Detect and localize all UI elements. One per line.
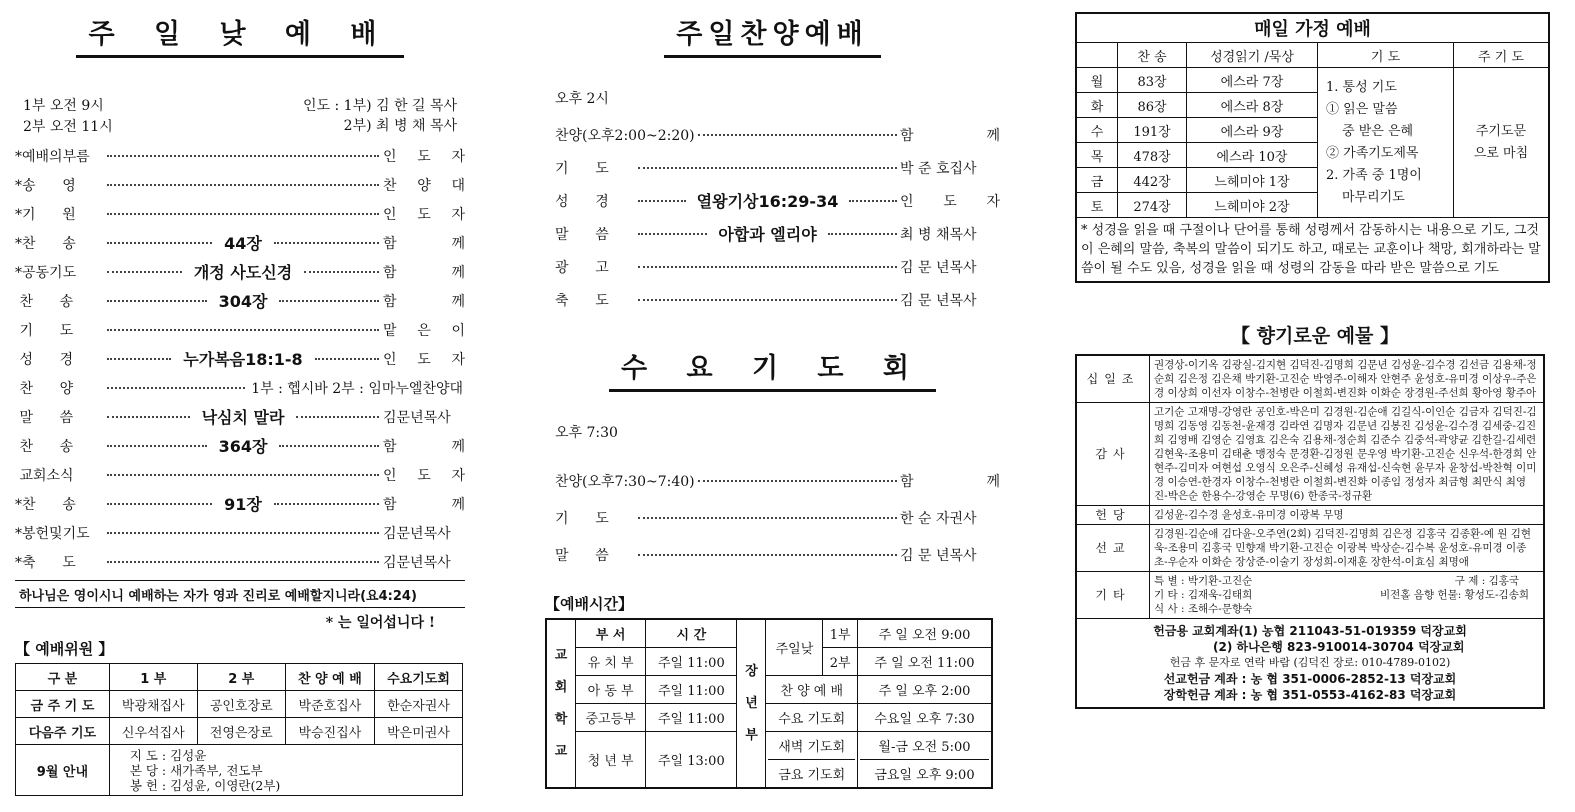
order-item-content: 91장 (224, 495, 262, 514)
offering-other-line (1154, 602, 1539, 616)
wednesday-order-label: 말 씀 (555, 547, 609, 564)
schedule-cell-stack (857, 732, 992, 789)
prayer-line: 마무리기도 (1342, 189, 1405, 205)
daily-header (1076, 43, 1118, 68)
dot-leader (638, 554, 897, 556)
scripture-verse: 하나님은 영이시니 예배하는 자가 영과 진리로 예배할지니라(요4:24) (15, 580, 465, 608)
committee-cell: 한순자권사 (375, 691, 463, 718)
lords-prayer-cell (1454, 68, 1550, 218)
praise-order-leader: 김 문 년목사 (900, 292, 977, 309)
praise-order-leader: 박 준 호집사 (900, 160, 977, 177)
schedule-row (546, 619, 992, 648)
sunday-service-column (15, 0, 465, 796)
dot-leader (107, 358, 171, 360)
committee-row-label: 금 주 기 도 (16, 691, 110, 718)
dot-leader (279, 445, 379, 447)
praise-order-leader: 함 께 (900, 127, 1000, 144)
schedule-cell: 중고등부 (576, 704, 646, 732)
dot-leader (107, 213, 379, 215)
daily-worship-note: * 성경을 읽을 때 구절이나 단어를 통해 성령께서 감동하시는 내용으로 기도, 그것이 은혜의 말씀, 축복의 말씀이 되기도 하고, 때로는 교훈이나 책망, 회개하라는 말씀이 될 수도 있음, 성경을 읽을 때 성령의 감동을 따라 받은 말씀으로 기도 (1076, 218, 1549, 283)
wednesday-order-item (555, 499, 1000, 536)
offering-row (1076, 525, 1544, 572)
order-item (15, 402, 465, 431)
schedule-cell: 아 동 부 (576, 676, 646, 704)
daily-worship-table (1075, 12, 1550, 283)
daily-hymn: 83장 (1118, 68, 1187, 93)
sunday-service-title (15, 12, 465, 58)
leader-1: 인도 : 1부) 김 한 길 목사 (303, 98, 457, 114)
schedule-cell: 수요 기도회 (766, 704, 857, 732)
daily-header: 찬 송 (1118, 43, 1187, 68)
prayer-line: 1. 통성 기도 (1326, 79, 1397, 95)
daily-day: 화 (1076, 93, 1118, 118)
daily-worship-column (1075, 0, 1555, 709)
daily-reading: 느헤미야 2장 (1187, 193, 1318, 218)
service-time-2: 2부 오전 11시 (23, 119, 113, 135)
praise-order-of-service (545, 118, 1000, 316)
order-item-leader: 김문년목사 (383, 525, 451, 542)
service-leaders (303, 96, 457, 136)
daily-day: 금 (1076, 168, 1118, 193)
order-item-leader: 인 도 자 (383, 148, 465, 165)
offerings-title: 【 향기로운 예물 】 (1231, 325, 1399, 347)
sunday-service-title-text: 주 일 낮 예 배 (76, 12, 403, 58)
praise-order-leader: 최 병 채목사 (900, 226, 977, 243)
schedule-header: 부 서 (576, 619, 646, 648)
dot-leader (107, 387, 245, 389)
committee-cell: 박은미권사 (375, 718, 463, 745)
order-item-label: *공동기도 (15, 264, 77, 281)
order-item-label: *찬 송 (15, 496, 76, 513)
lords-prayer-line: 주기도문 (1475, 123, 1527, 139)
dot-leader (698, 134, 897, 136)
offering-row (1076, 355, 1544, 403)
order-item-leader: 맡 은 이 (383, 322, 465, 339)
daily-hymn: 191장 (1118, 118, 1187, 143)
order-item-content: 누가복음18:1-8 (183, 350, 303, 369)
daily-hymn: 442장 (1118, 168, 1187, 193)
order-item-label: *예배의부름 (15, 148, 90, 165)
lords-prayer-line: 으로 마침 (1473, 145, 1529, 161)
schedule-cell: 청 년 부 (576, 732, 646, 789)
daily-day: 월 (1076, 68, 1118, 93)
dot-leader (107, 242, 212, 244)
daily-hymn: 274장 (1118, 193, 1187, 218)
schedule-cell: 금요 기도회 (778, 768, 846, 783)
order-item (15, 286, 465, 315)
committee-header: 구 분 (16, 664, 110, 691)
praise-order-content: 열왕기상16:29-34 (696, 192, 839, 211)
wednesday-order-leader: 김 문 년목사 (900, 547, 977, 564)
bank-account-line: (2) 하나은행 823-910014-30704 덕장교회 (1213, 640, 1465, 654)
service-times (15, 96, 465, 141)
schedule-table (545, 618, 993, 789)
offering-other-item: 비전홀 음향 헌물: 황성도-김송희 (1380, 589, 1529, 601)
committee-cell: 신우석집사 (109, 718, 197, 745)
offering-category: 십일조 (1076, 355, 1150, 403)
daily-title-row (1076, 13, 1549, 43)
church-school-label (546, 619, 576, 788)
praise-order-label: 기 도 (555, 160, 609, 177)
order-item-content: 364장 (218, 437, 268, 456)
daily-reading: 느헤미야 1장 (1187, 168, 1318, 193)
service-time-1: 1부 오전 9시 (23, 98, 104, 114)
praise-order-item (555, 217, 1000, 250)
daily-header: 주 기 도 (1454, 43, 1550, 68)
daily-header-row (1076, 43, 1549, 68)
schedule-cell: 주일 13:00 (646, 732, 737, 789)
order-item-label: *찬 송 (15, 235, 76, 252)
daily-hymn: 86장 (1118, 93, 1187, 118)
committee-cell: 공인호장로 (197, 691, 285, 718)
schedule-row (546, 676, 992, 704)
praise-order-leader: 김 문 년목사 (900, 259, 977, 276)
september-info-line: 봉 헌 : 김성윤, 이영란(2부) (129, 777, 281, 793)
order-item-leader: 함 께 (383, 438, 466, 455)
daily-reading: 에스라 8장 (1187, 93, 1318, 118)
order-item (15, 199, 465, 228)
offering-other-names (1150, 572, 1545, 619)
schedule-cell: 2부 (823, 648, 858, 676)
adult-dept-char: 년 (745, 695, 758, 711)
committee-header: 1 부 (109, 664, 197, 691)
committee-cell: 박광채집사 (109, 691, 197, 718)
order-item-content: 304장 (218, 292, 268, 311)
daily-note-row (1076, 218, 1549, 283)
order-item (15, 489, 465, 518)
prayer-line: 중 받은 은혜 (1342, 123, 1414, 139)
praise-service-time: 오후 2시 (555, 91, 609, 107)
order-item (15, 257, 465, 286)
dot-leader (638, 167, 897, 169)
order-item-label: 말 씀 (15, 409, 74, 426)
schedule-cell: 1부 (823, 619, 858, 648)
wednesday-prayer-title-text: 수 요 기 도 회 (609, 346, 936, 392)
schedule-cell: 주 일 오전 11:00 (857, 648, 992, 676)
adult-dept-label (737, 619, 766, 788)
daily-worship-title: 매일 가정 예배 (1076, 13, 1549, 43)
wednesday-order-item (555, 536, 1000, 573)
bank-accounts-row (1076, 619, 1544, 709)
praise-order-label: 광 고 (555, 259, 609, 276)
bank-account-line: 헌금용 교회계좌(1) 농협 211043-51-019359 덕장교회 (1153, 624, 1467, 638)
church-school-char: 교 (554, 647, 568, 663)
committee-title: 【 예배위원 】 (15, 640, 114, 658)
schedule-cell: 주 일 오후 2:00 (857, 676, 992, 704)
order-item (15, 170, 465, 199)
dot-leader (638, 266, 897, 268)
dot-leader (274, 503, 379, 505)
order-item-label: *축 도 (15, 554, 76, 571)
dot-leader (638, 233, 707, 235)
order-item-label: 기 도 (15, 322, 74, 339)
committee-cell: 박승진집사 (285, 718, 374, 745)
dot-leader (107, 503, 212, 505)
church-school-char: 회 (554, 679, 568, 695)
dot-leader (315, 358, 379, 360)
september-info-line: 지 도 : 김성윤 (129, 747, 207, 763)
order-item (15, 315, 465, 344)
order-item (15, 431, 465, 460)
offering-row (1076, 506, 1544, 525)
offering-other-line (1154, 588, 1539, 602)
sunday-order-of-service (15, 141, 465, 576)
praise-service-title (545, 12, 1000, 58)
daily-day: 수 (1076, 118, 1118, 143)
order-item-label: *송 영 (15, 177, 76, 194)
order-item-leader: 인 도 자 (383, 206, 465, 223)
church-school-char: 학 (554, 711, 568, 727)
schedule-cell: 찬 양 예 배 (766, 676, 857, 704)
stand-note: * 는 일어섭니다 ! (325, 615, 435, 631)
praise-and-wednesday-column (545, 0, 1000, 789)
dot-leader (274, 242, 379, 244)
order-item (15, 373, 465, 402)
order-item-label: 찬 송 (15, 438, 74, 455)
order-item-label: 찬 양 (15, 380, 74, 397)
schedule-row (546, 732, 992, 789)
order-item-leader: 인 도 자 (383, 467, 465, 484)
adult-dept-char: 장 (745, 663, 758, 679)
schedule-cell: 주 일 오전 9:00 (857, 619, 992, 648)
order-item-label: *기 원 (15, 206, 76, 223)
offering-other-item: 기 타 : 김재욱-김태희 (1154, 589, 1253, 601)
wednesday-order-leader: 함 께 (900, 473, 1000, 490)
prayer-line: ① 읽은 말씀 (1326, 101, 1398, 117)
committee-header-row (16, 664, 463, 691)
offering-other-item: 구 제 : 김홍국 (1454, 575, 1519, 587)
praise-order-label: 성 경 (555, 193, 609, 210)
dot-leader (107, 532, 379, 534)
order-item-label: *봉헌및기도 (15, 525, 90, 542)
dot-leader (107, 474, 379, 476)
schedule-cell-stack (766, 732, 857, 789)
wednesday-order-label: 찬양(오후7:30~7:40) (555, 473, 695, 490)
daily-reading: 에스라 10장 (1187, 143, 1318, 168)
schedule-cell: 새벽 기도회 (768, 732, 854, 760)
order-item-leader: 함 께 (383, 293, 466, 310)
dot-leader (698, 480, 897, 482)
prayer-line: 2. 가족 중 1명이 (1326, 167, 1422, 183)
praise-order-label: 찬양(오후2:00~2:20) (555, 127, 695, 144)
order-item-content: 44장 (224, 234, 262, 253)
dot-leader (304, 271, 379, 273)
dot-leader (107, 271, 182, 273)
daily-header: 기 도 (1318, 43, 1454, 68)
daily-day: 목 (1076, 143, 1118, 168)
prayer-line: ② 가족기도제목 (1326, 145, 1419, 161)
praise-order-label: 말 씀 (555, 226, 609, 243)
order-item (15, 344, 465, 373)
daily-row (1076, 68, 1549, 93)
schedule-cell: 금요일 오후 9:00 (874, 768, 975, 783)
praise-order-label: 축 도 (555, 292, 609, 309)
order-item-leader: 김문년목사 (383, 409, 451, 426)
offering-names: 고기순 고재명-강영란 공인호-박은미 김경원-김순애 김길식-이인순 김금자 김덕진-김명희 김동영 김동천-윤재경 김라연 김명자 김문년 김봉진 김성윤-김수경 김세중-김진희 김영배 김영순 김영효 김은숙 김용채-정순희 김준수 김중석-곽양균 김한길-김세련 김현욱-조용미 김태춘 맹정숙 문경환-김정원 문우영 박기환-고진순 신우석-한경희 안현주-김미자 여현섭 오영식 오은주-신혜성 유재섭-신숙현 윤무자 윤창섭-박찬혁 이미경 이승연-한경자 이창수-천병란 이철희-변진화 이종임 정성자 최금형 최만식 최영진-박은순 한용수-강영순 무명(6) 한종국-정규환 (1150, 403, 1545, 506)
wednesday-order-label: 기 도 (555, 510, 609, 527)
order-item-content: 낙심치 말라 (201, 408, 285, 427)
adult-dept-char: 부 (745, 727, 758, 743)
offering-other-item: 식 사 : 조해수-문향숙 (1154, 603, 1253, 615)
sunday-day-label: 주일낮 (766, 619, 823, 676)
order-item-leader: 함 께 (383, 235, 466, 252)
dot-leader (107, 300, 207, 302)
committee-header: 2 부 (197, 664, 285, 691)
dot-leader (828, 233, 897, 235)
order-item (15, 460, 465, 489)
daily-header: 성경읽기 /묵상 (1187, 43, 1318, 68)
offering-other-line (1154, 574, 1539, 588)
schedule-row (546, 704, 992, 732)
schedule-header: 시 간 (646, 619, 737, 648)
schedule-cell: 주일 11:00 (646, 648, 737, 676)
daily-prayer-guide (1318, 68, 1454, 218)
schedule-cell: 주일 11:00 (646, 704, 737, 732)
daily-hymn: 478장 (1118, 143, 1187, 168)
leader-2: 2부) 최 병 채 목사 (343, 118, 457, 134)
offering-category: 선교 (1076, 525, 1150, 572)
committee-row (16, 718, 463, 745)
order-item (15, 228, 465, 257)
schedule-title: 【예배시간】 (545, 595, 633, 613)
committee-header: 수요기도회 (375, 664, 463, 691)
offering-category: 헌당 (1076, 506, 1150, 525)
wednesday-order-item (555, 462, 1000, 499)
schedule-cell: 월-금 오전 5:00 (860, 732, 989, 760)
dot-leader (638, 200, 686, 202)
bank-contact-line: 헌금 후 문자로 연락 바람 (김덕진 장로: 010-4789-0102) (1169, 656, 1451, 669)
dot-leader (638, 517, 897, 519)
order-item (15, 547, 465, 576)
dot-leader (638, 299, 897, 301)
order-item-leader: 인 도 자 (383, 351, 465, 368)
order-item (15, 518, 465, 547)
praise-order-item (555, 151, 1000, 184)
committee-row (16, 691, 463, 718)
dot-leader (107, 329, 379, 331)
praise-order-item (555, 250, 1000, 283)
daily-reading: 에스라 9장 (1187, 118, 1318, 143)
offering-names: 김성윤-김수경 윤성호-유미경 이광복 무명 (1150, 506, 1545, 525)
schedule-cell: 유 치 부 (576, 648, 646, 676)
praise-order-item (555, 283, 1000, 316)
order-item-leader: 함 께 (383, 496, 466, 513)
service-time-list (23, 96, 113, 138)
dot-leader (107, 561, 379, 563)
dot-leader (107, 184, 379, 186)
dot-leader (107, 416, 190, 418)
wednesday-order-leader: 한 순 자권사 (900, 510, 977, 527)
schedule-cell: 수요일 오후 7:30 (857, 704, 992, 732)
committee-cell: 전영은장로 (197, 718, 285, 745)
praise-order-item (555, 184, 1000, 217)
order-item-label: 찬 송 (15, 293, 74, 310)
church-school-char: 교 (554, 743, 568, 759)
order-item-leader: 함 께 (383, 264, 465, 281)
dot-leader (296, 416, 379, 418)
praise-order-item (555, 118, 1000, 151)
order-item-content: 개정 사도신경 (193, 263, 293, 282)
dot-leader (107, 445, 207, 447)
wednesday-order-of-service (545, 462, 1000, 573)
offering-row (1076, 572, 1544, 619)
offering-other-item: 특 별 : 박기환-고진순 (1154, 575, 1253, 587)
september-info-line: 본 당 : 새가족부, 전도부 (129, 762, 263, 778)
order-item-content: 1부 : 헵시바 2부 : 임마누엘찬양대 (251, 380, 463, 397)
bank-accounts (1076, 619, 1544, 709)
september-info-label: 9월 안내 (16, 745, 110, 796)
september-info-text (109, 745, 462, 796)
order-item-label: 성 경 (15, 351, 74, 368)
daily-reading: 에스라 7장 (1187, 68, 1318, 93)
order-item-leader: 찬 양 대 (383, 177, 465, 194)
september-info-row (16, 745, 463, 796)
committee-header: 찬 양 예 배 (285, 664, 374, 691)
schedule-cell: 주일 11:00 (646, 676, 737, 704)
offering-category: 감사 (1076, 403, 1150, 506)
dot-leader (849, 200, 897, 202)
dot-leader (279, 300, 379, 302)
praise-order-content: 아합과 엘리야 (718, 225, 817, 244)
committee-cell: 박준호집사 (285, 691, 374, 718)
offering-category: 기타 (1076, 572, 1150, 619)
daily-day: 토 (1076, 193, 1118, 218)
offerings-table (1075, 354, 1545, 709)
order-item-leader: 김문년목사 (383, 554, 451, 571)
offering-names: 권경상-이기옥 김광실-김지현 김덕진-김명희 김문년 김성윤-김수경 김선금 김용채-정순희 김은정 김은채 박기환-고진순 박영주-이해자 안현주 윤성호-유미경 이상우-주은경 이상희 이선자 이창수-천병란 이철희-변진화 이화순 장경원-주선희 황아영 황주아 (1150, 355, 1545, 403)
praise-service-title-text: 주일찬양예배 (664, 12, 881, 58)
offering-row (1076, 403, 1544, 506)
bank-account-line: 장학헌금 계좌 : 농 협 351-0553-4162-83 덕장교회 (1163, 688, 1457, 702)
wednesday-prayer-time: 오후 7:30 (555, 425, 618, 441)
bank-account-line: 선교헌금 계좌 : 농 협 351-0006-2852-13 덕장교회 (1163, 672, 1457, 686)
dot-leader (107, 155, 379, 157)
committee-table (15, 663, 463, 796)
order-item (15, 141, 465, 170)
committee-row-label: 다음주 기도 (16, 718, 110, 745)
praise-order-leader: 인 도 자 (900, 193, 1001, 210)
wednesday-prayer-title (545, 346, 1000, 392)
order-item-label: 교회소식 (15, 467, 74, 484)
offering-names: 김경원-김순애 김다윤-오주연(2회) 김덕진-김명희 김은정 김홍국 김종환-예 원 김현욱-조용미 김홍국 민향재 박기환-고진순 이광복 박상순-김수복 윤성호-유미경 이종초-우순자 이화순 장상준-이술기 장성희-이재훈 장한석-이효심 최명애 (1150, 525, 1545, 572)
